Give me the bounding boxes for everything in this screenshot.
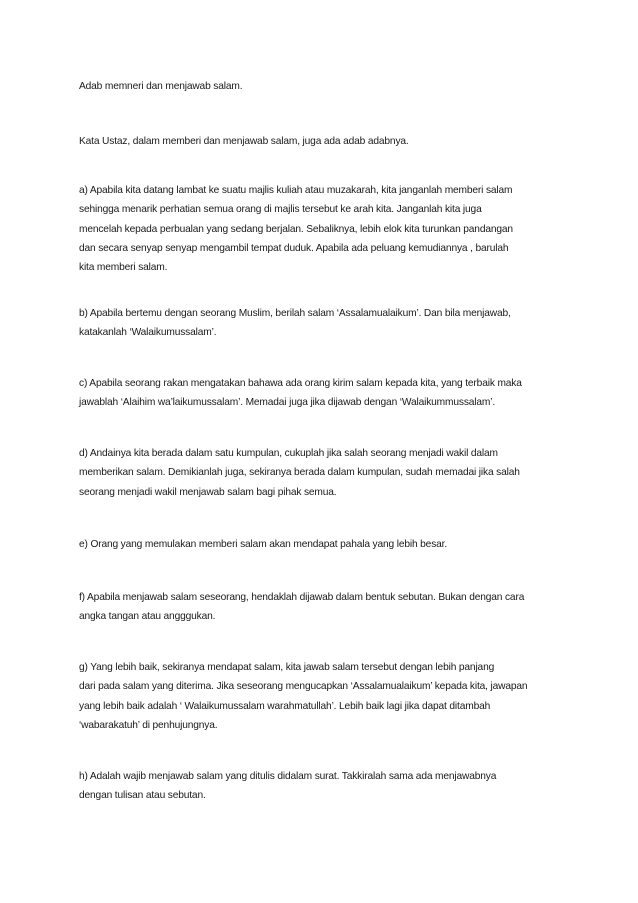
intro-paragraph: Kata Ustaz, dalam memberi dan menjawab salam, juga ada adab adabnya. [79, 136, 409, 147]
document-title: Adab memneri dan menjawab salam. [79, 81, 243, 92]
item-d-paragraph: d) Andainya kita berada dalam satu kumpulan, cukuplah jika salah seorang menjadi wakil dalam memberikan salam. Demikianlah juga, sekiranya berada dalam kumpulan, sudah memadai jika salah seorang menjadi wakil menjawab salam bagi pihak semua. [79, 448, 520, 498]
item-a-paragraph: a) Apabila kita datang lambat ke suatu majlis kuliah atau muzakarah, kita janganlah memberi salam sehingga menarik perhatian semua orang di majlis tersebut ke arah kita. Janganlah kita juga mencelah kepada perbualan yang sedang berjalan. Sebaliknya, lebih elok kita turunkan pandangan dan secara senyap senyap mengambil tempat duduk. Apabila ada peluang kemudiannya , barulah kita memberi salam. [79, 185, 513, 274]
item-b-paragraph: b) Apabila bertemu dengan seorang Muslim, berilah salam ‘Assalamualaikum’. Dan bila menjawab, katakanlah ‘Walaikumussalam’. [79, 308, 511, 339]
item-g-paragraph: g) Yang lebih baik, sekiranya mendapat salam, kita jawab salam tersebut dengan lebih panjang dari pada salam yang diterima. Jika seseorang mengucapkan ‘Assalamualaikum’ kepada kita, jawapan yang lebih baik adalah ‘ Walaikumussalam warahmatullah’. Lebih baik lagi jika dapat ditambah ‘wabarakatuh’ di penhujungnya. [79, 662, 528, 731]
item-e-paragraph: e) Orang yang memulakan memberi salam akan mendapat pahala yang lebih besar. [79, 539, 448, 550]
item-c-paragraph: c) Apabila seorang rakan mengatakan bahawa ada orang kirim salam kepada kita, yang terbaik maka jawablah ‘Alaihim wa’laikumussalam’. Memadai juga jika dijawab dengan ‘Walaikummussalam’. [79, 378, 522, 409]
item-h-paragraph: h) Adalah wajib menjawab salam yang ditulis didalam surat. Takkiralah sama ada menjawabnya dengan tulisan atau sebutan. [79, 771, 497, 802]
item-f-paragraph: f) Apabila menjawab salam seseorang, hendaklah dijawab dalam bentuk sebutan. Bukan dengan cara angka tangan atau angggukan. [79, 592, 525, 623]
